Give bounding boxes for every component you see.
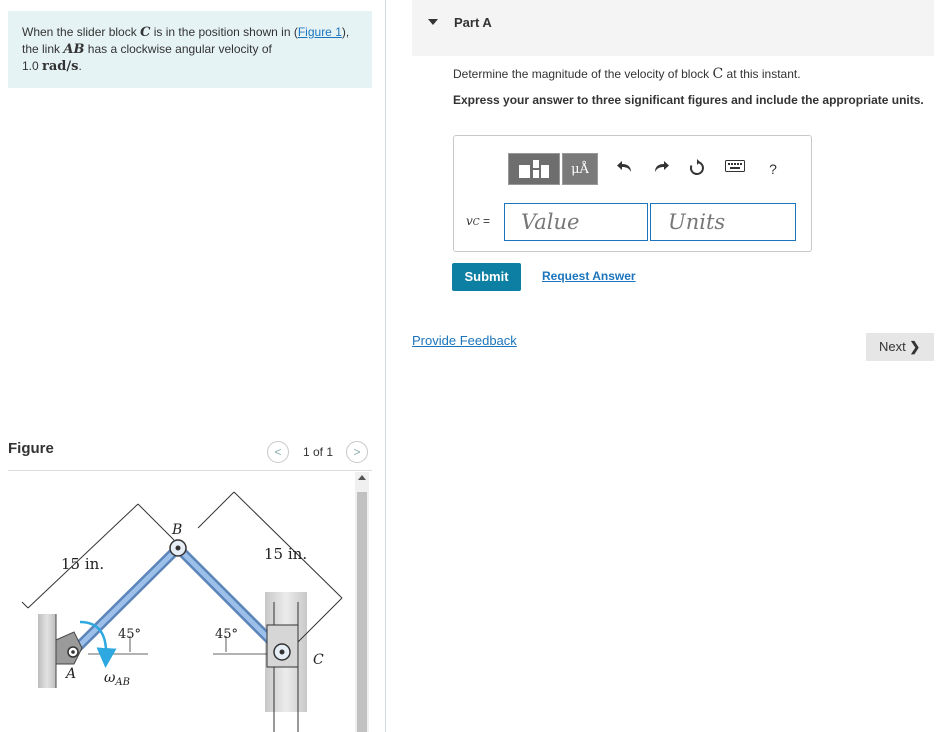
- length-label-left: 15 in.: [61, 555, 105, 573]
- keyboard-icon[interactable]: [724, 159, 746, 179]
- value-input[interactable]: Value: [504, 203, 648, 241]
- var-equals: =: [479, 214, 491, 228]
- omega-unit: rad/s: [42, 59, 79, 74]
- part-title: Part A: [454, 15, 492, 30]
- prev-figure-button[interactable]: <: [267, 441, 289, 463]
- problem-text-2: is in the position shown in (: [150, 25, 298, 39]
- problem-statement: [8, 11, 372, 88]
- units-input[interactable]: Units: [650, 203, 796, 241]
- scroll-thumb[interactable]: [357, 492, 367, 732]
- question-text-1: Determine the magnitude of the velocity of block: [453, 67, 713, 81]
- units-symbol-button[interactable]: μÅ: [562, 153, 598, 185]
- figure-image: [8, 472, 358, 732]
- problem-text-4: has a clockwise angular velocity of: [84, 42, 272, 56]
- problem-text-1: When the slider block: [22, 25, 141, 39]
- templates-button[interactable]: [508, 153, 560, 185]
- mechanism-diagram: [8, 472, 358, 732]
- omega-label: $\omega_{AB}$: [104, 670, 130, 688]
- part-header[interactable]: [412, 0, 934, 56]
- figure-title: Figure: [8, 440, 54, 457]
- next-button[interactable]: [866, 333, 934, 361]
- provide-feedback-link[interactable]: Provide Feedback: [412, 333, 517, 348]
- var-sub: C: [472, 218, 480, 228]
- problem-text-end: .: [78, 59, 82, 73]
- pane-divider: [385, 0, 386, 732]
- length-label-right: 15 in.: [264, 545, 308, 563]
- problem-text-3: ), the link: [22, 25, 350, 56]
- help-icon[interactable]: ?: [769, 161, 777, 177]
- link-var: AB: [63, 42, 85, 57]
- var-main: v: [466, 214, 473, 228]
- block-var: C: [140, 25, 151, 40]
- submit-button[interactable]: Submit: [452, 263, 521, 291]
- request-answer-link[interactable]: Request Answer: [542, 269, 636, 283]
- instruction-text: Express your answer to three significant figures and include the appropriate units.: [453, 93, 924, 107]
- answer-box: [453, 135, 812, 252]
- label-A: A: [66, 666, 77, 682]
- reset-icon[interactable]: [686, 159, 708, 179]
- redo-icon[interactable]: [650, 159, 672, 179]
- label-B: B: [172, 522, 183, 538]
- question-var: C: [712, 66, 724, 82]
- template-icon: [517, 158, 551, 180]
- figure-header: [8, 438, 372, 471]
- angle-label-left: 45°: [118, 627, 142, 642]
- figure-scrollbar[interactable]: [355, 472, 369, 732]
- next-figure-button[interactable]: >: [346, 441, 368, 463]
- next-chevron-icon: ❯: [909, 339, 921, 354]
- answer-variable-label: [466, 214, 490, 228]
- collapse-caret-icon[interactable]: [428, 19, 438, 25]
- left-wall: [38, 614, 56, 688]
- next-label: Next: [879, 339, 906, 354]
- omega-value: 1.0: [22, 59, 39, 73]
- figure-link[interactable]: Figure 1: [297, 25, 342, 39]
- question-text: [453, 66, 933, 82]
- figure-pager-count: 1 of 1: [303, 445, 334, 459]
- label-C: C: [313, 652, 324, 668]
- undo-icon[interactable]: [614, 159, 636, 179]
- scroll-up-arrow-icon[interactable]: [358, 475, 366, 480]
- question-text-2: at this instant.: [723, 67, 801, 81]
- angle-label-right: 45°: [215, 627, 239, 642]
